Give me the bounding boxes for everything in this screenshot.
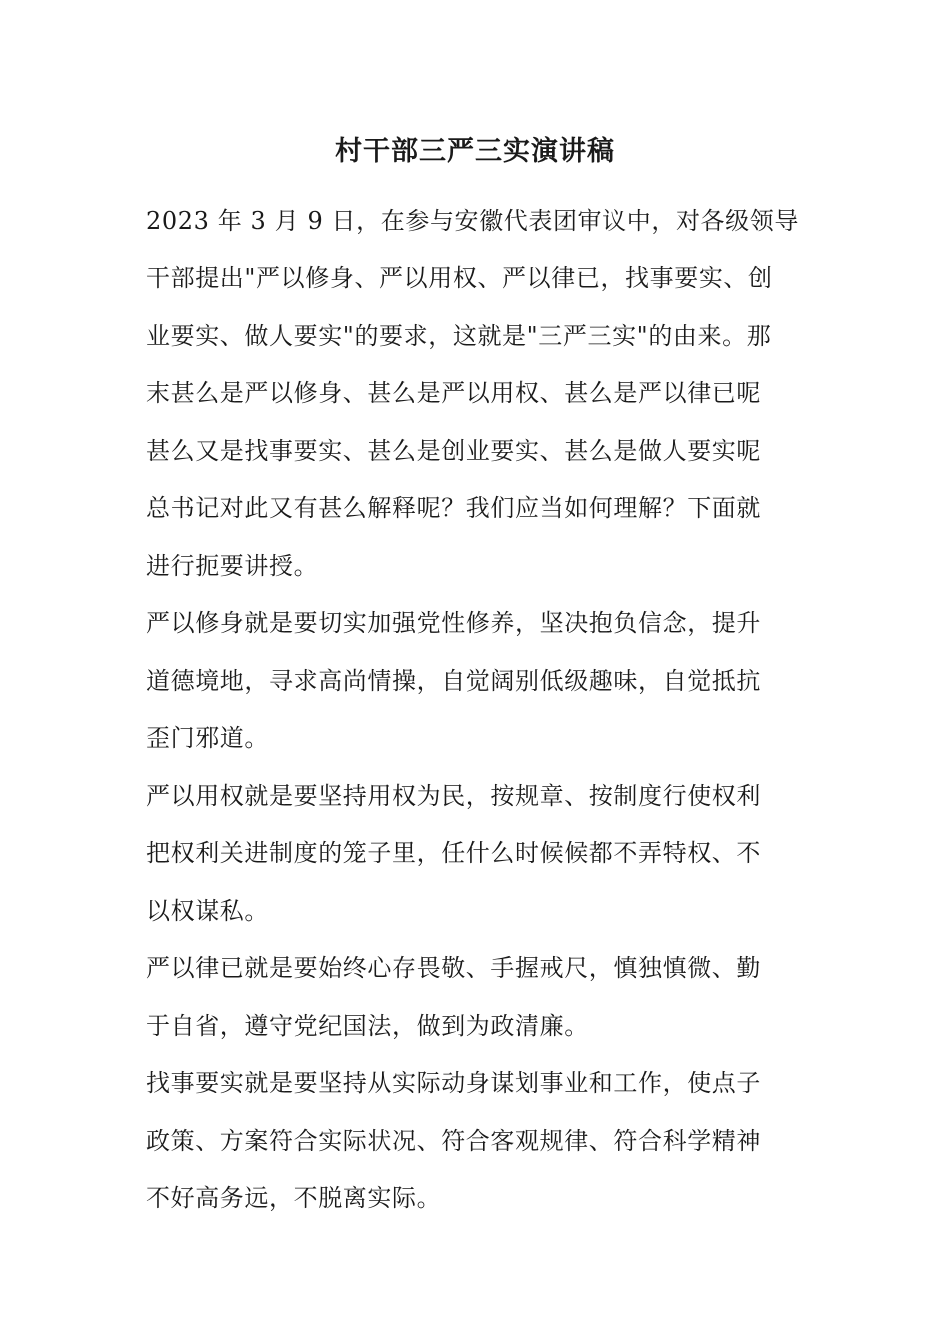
body-line: 严以用权就是要坚持用权为民，按规章、按制度行使权利 (146, 782, 761, 810)
body-line: 进行扼要讲授。 (146, 552, 319, 580)
body-line: 2023 年 3 月 9 日，在参与安徽代表团审议中，对各级领导 (146, 207, 799, 235)
body-line: 不好高务远，不脱离实际。 (146, 1184, 442, 1212)
body-line: 严以律已就是要始终心存畏敬、手握戒尺，慎独慎微、勤 (146, 954, 761, 982)
body-line: 总书记对此又有甚么解释呢？我们应当如何理解？下面就 (146, 494, 761, 522)
body-line: 于自省，遵守党纪国法，做到为政清廉。 (146, 1012, 589, 1040)
body-line: 甚么又是找事要实、甚么是创业要实、甚么是做人要实呢 (146, 437, 761, 465)
body-line: 末甚么是严以修身、甚么是严以用权、甚么是严以律已呢 (146, 379, 761, 407)
body-line: 干部提出"严以修身、严以用权、严以律已，找事要实、创 (146, 264, 773, 292)
body-line: 以权谋私。 (146, 897, 269, 925)
body-line: 业要实、做人要实"的要求，这就是"三严三实"的由来。那 (146, 322, 772, 350)
body-line: 严以修身就是要切实加强党性修养，坚决抱负信念，提升 (146, 609, 761, 637)
document-title: 村干部三严三实演讲稿 (335, 136, 615, 167)
body-line: 歪门邪道。 (146, 724, 269, 752)
body-line: 道德境地，寻求高尚情操，自觉阔别低级趣味，自觉抵抗 (146, 667, 761, 695)
body-line: 找事要实就是要坚持从实际动身谋划事业和工作，使点子 (146, 1069, 761, 1097)
body-line: 政策、方案符合实际状况、符合客观规律、符合科学精神 (146, 1127, 761, 1155)
body-line: 把权利关进制度的笼子里，任什么时候候都不弄特权、不 (146, 839, 761, 867)
